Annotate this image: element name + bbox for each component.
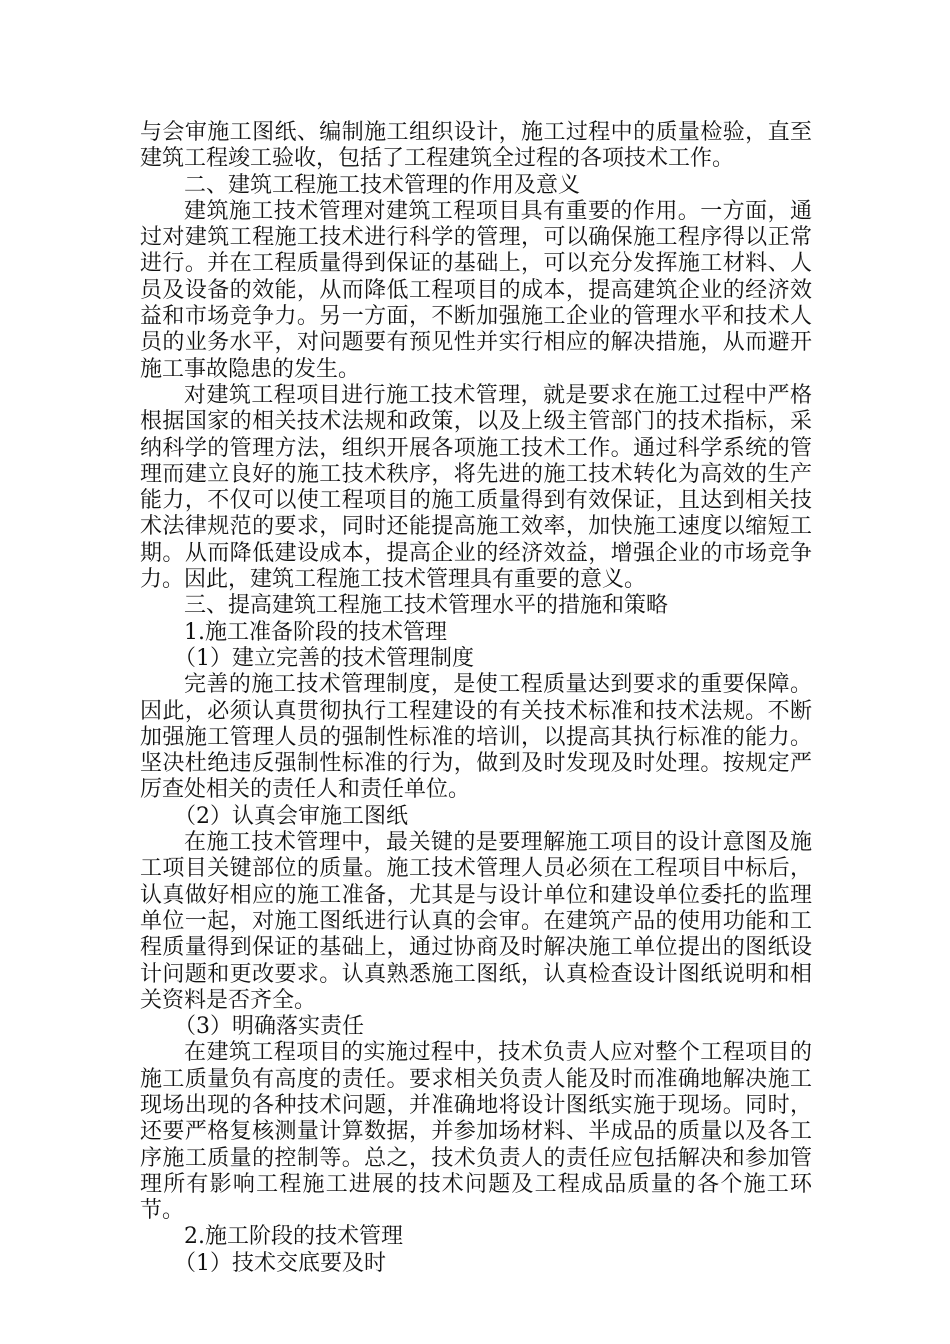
section-heading-3: 三、提高建筑工程施工技术管理水平的措施和策略 bbox=[184, 593, 669, 619]
document-page bbox=[140, 120, 812, 1277]
subsection-heading-2: 2.施工阶段的技术管理 bbox=[184, 1224, 403, 1250]
section-heading-2: 二、建筑工程施工技术管理的作用及意义 bbox=[184, 172, 581, 198]
paragraph-role-2: 对建筑工程项目进行施工技术管理，就是要求在施工过程中严格根据国家的相关技术法规和政策，以及上级主管部门的技术指标，采纳科学的管理方法，组织开展各项施工技术工作。通过科学系统的管理而建立良好的施工技术秩序，将先进的施工技术转化为高效的生产能力，不仅可以使工程项目的施工质量得到有效保证，且达到相关技术法律规范的要求，同时还能提高施工效率，加快施工速度以缩短工期。从而降低建设成本，提高企业的经济效益，增强企业的市场竞争力。因此，建筑工程施工技术管理具有重要的意义。 bbox=[140, 382, 812, 593]
item-heading-1-2: （2）认真会审施工图纸 bbox=[174, 803, 408, 829]
paragraph-1-2: 在施工技术管理中，最关键的是要理解施工项目的设计意图及施工项目关键部位的质量。施工技术管理人员必须在工程项目中标后，认真做好相应的施工准备，尤其是与设计单位和建设单位委托的监理单位一起，对施工图纸进行认真的会审。在建筑产品的使用功能和工程质量得到保证的基础上，通过协商及时解决施工单位提出的图纸设计问题和更改要求。认真熟悉施工图纸，认真检查设计图纸说明和相关资料是否齐全。 bbox=[140, 830, 812, 1013]
paragraph-role-1: 建筑施工技术管理对建筑工程项目具有重要的作用。一方面，通过对建筑工程施工技术进行科学的管理，可以确保施工程序得以正常进行。并在工程质量得到保证的基础上，可以充分发挥施工材料、人员及设备的效能，从而降低工程项目的成本，提高建筑企业的经济效益和市场竞争力。另一方面，不断加强施工企业的管理水平和技术人员的业务水平，对问题要有预见性并实行相应的解决措施，从而避开施工事故隐患的发生。 bbox=[140, 198, 812, 382]
paragraph-intro-continued: 与会审施工图纸、编制施工组织设计，施工过程中的质量检验，直至建筑工程竣工验收，包括了工程建筑全过程的各项技术工作。 bbox=[140, 120, 812, 172]
item-heading-2-1: （1）技术交底要及时 bbox=[174, 1250, 386, 1276]
paragraph-1-3: 在建筑工程项目的实施过程中，技术负责人应对整个工程项目的施工质量负有高度的责任。要求相关负责人能及时而准确地解决施工现场出现的各种技术问题，并准确地将设计图纸实施于现场。同时，还要严格复核测量计算数据，并参加场材料、半成品的质量以及各工序施工质量的控制等。总之，技术负责人的责任应包括解决和参加管理所有影响工程施工进展的技术问题及工程成品质量的各个施工环节。 bbox=[140, 1040, 812, 1224]
item-heading-1-3: （3）明确落实责任 bbox=[174, 1014, 364, 1040]
item-heading-1-1: （1）建立完善的技术管理制度 bbox=[174, 645, 474, 671]
subsection-heading-1: 1.施工准备阶段的技术管理 bbox=[184, 619, 447, 645]
paragraph-1-1: 完善的施工技术管理制度，是使工程质量达到要求的重要保障。因此，必须认真贯彻执行工程建设的有关技术标准和技术法规。不断加强施工管理人员的强制性标准的培训，以提高其执行标准的能力。坚决杜绝违反强制性标准的行为，做到及时发现及时处理。按规定严厉查处相关的责任人和责任单位。 bbox=[140, 672, 812, 803]
